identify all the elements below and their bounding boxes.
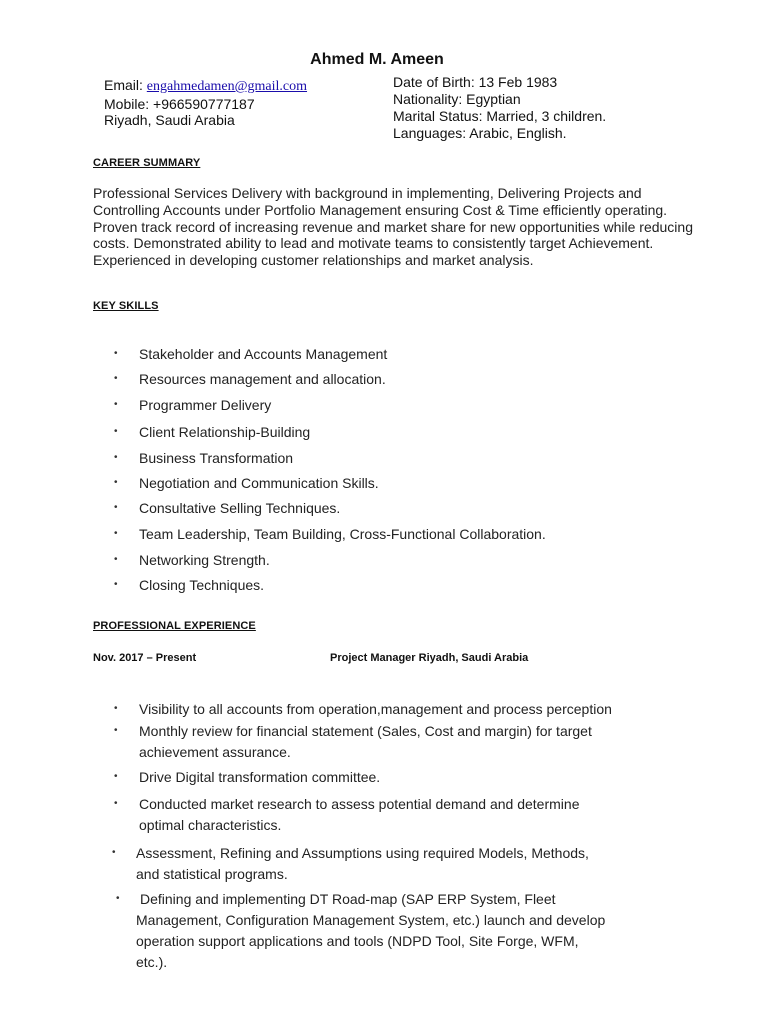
skill-item: Stakeholder and Accounts Management bbox=[139, 346, 388, 362]
career-summary-heading: CAREER SUMMARY bbox=[93, 157, 201, 169]
experience-title: Project Manager Riyadh, Saudi Arabia bbox=[330, 652, 529, 664]
skill-item: Negotiation and Communication Skills. bbox=[139, 475, 379, 491]
skill-item: Client Relationship-Building bbox=[139, 424, 311, 440]
skill-item: Consultative Selling Techniques. bbox=[139, 500, 341, 516]
location: Riyadh, Saudi Arabia bbox=[104, 112, 235, 128]
experience-date: Nov. 2017 – Present bbox=[93, 652, 197, 664]
bullet-icon: • bbox=[112, 847, 116, 858]
bullet-icon: • bbox=[114, 452, 118, 463]
bullet-icon: • bbox=[114, 477, 118, 488]
bullet-icon: • bbox=[114, 579, 118, 590]
email-label: Email: bbox=[104, 77, 147, 93]
duty-line: Monthly review for financial statement (Sales, Cost and margin) for target bbox=[139, 723, 592, 739]
bullet-icon: • bbox=[114, 502, 118, 513]
candidate-name: Ahmed M. Ameen bbox=[310, 51, 444, 68]
bullet-icon: • bbox=[114, 426, 118, 437]
bullet-icon: • bbox=[114, 373, 118, 384]
skill-item: Resources management and allocation. bbox=[139, 371, 386, 387]
duty-line: Conducted market research to assess potential demand and determine bbox=[139, 796, 580, 812]
bullet-icon: • bbox=[114, 703, 118, 714]
bullet-icon: • bbox=[114, 554, 118, 565]
bullet-icon: • bbox=[114, 798, 118, 809]
skill-item: Team Leadership, Team Building, Cross-Functional Collaboration. bbox=[139, 526, 546, 542]
duty-line: operation support applications and tools (NDPD Tool, Site Forge, WFM, bbox=[136, 933, 579, 949]
date-of-birth: Date of Birth: 13 Feb 1983 bbox=[393, 74, 558, 90]
skill-item: Closing Techniques. bbox=[139, 577, 265, 593]
duty-line: etc.). bbox=[136, 954, 168, 970]
skill-item: Programmer Delivery bbox=[139, 397, 272, 413]
professional-experience-heading: PROFESSIONAL EXPERIENCE bbox=[93, 620, 256, 632]
career-summary-text: Professional Services Delivery with background in implementing, Delivering Projects and Controlling Accounts under Portfolio Management ensuring Cost & Time efficiently operating. Proven track record of increasing revenue and market share for new opportunities while reducing costs. Demonstrated ability to lead and motivate teams to consistently target Achievement. Experienced in developing customer relationships and market analysis. bbox=[93, 185, 693, 269]
bullet-icon: • bbox=[114, 399, 118, 410]
languages: Languages: Arabic, English. bbox=[393, 125, 567, 141]
nationality: Nationality: Egyptian bbox=[393, 91, 521, 107]
skill-item: Networking Strength. bbox=[139, 552, 270, 568]
duty-line: and statistical programs. bbox=[136, 866, 288, 882]
marital-status: Marital Status: Married, 3 children. bbox=[393, 108, 607, 124]
key-skills-heading: KEY SKILLS bbox=[93, 300, 159, 312]
duty-line: Assessment, Refining and Assumptions using required Models, Methods, bbox=[136, 845, 589, 861]
duty-line: Drive Digital transformation committee. bbox=[139, 769, 381, 785]
mobile-number: Mobile: +966590777187 bbox=[104, 96, 255, 112]
bullet-icon: • bbox=[114, 771, 118, 782]
bullet-icon: • bbox=[114, 528, 118, 539]
bullet-icon: • bbox=[114, 725, 118, 736]
duty-line: Defining and implementing DT Road-map (SAP ERP System, Fleet bbox=[140, 891, 556, 907]
email-link[interactable]: engahmedamen@gmail.com bbox=[146, 79, 308, 94]
skill-item: Business Transformation bbox=[139, 450, 294, 466]
duty-line: optimal characteristics. bbox=[139, 817, 282, 833]
email-line bbox=[104, 77, 307, 95]
bullet-icon: • bbox=[116, 893, 120, 904]
duty-line: Management, Configuration Management System, etc.) launch and develop bbox=[136, 912, 606, 928]
bullet-icon: • bbox=[114, 348, 118, 359]
duty-line: achievement assurance. bbox=[139, 744, 291, 760]
duty-line: Visibility to all accounts from operation,management and process perception bbox=[139, 701, 612, 717]
